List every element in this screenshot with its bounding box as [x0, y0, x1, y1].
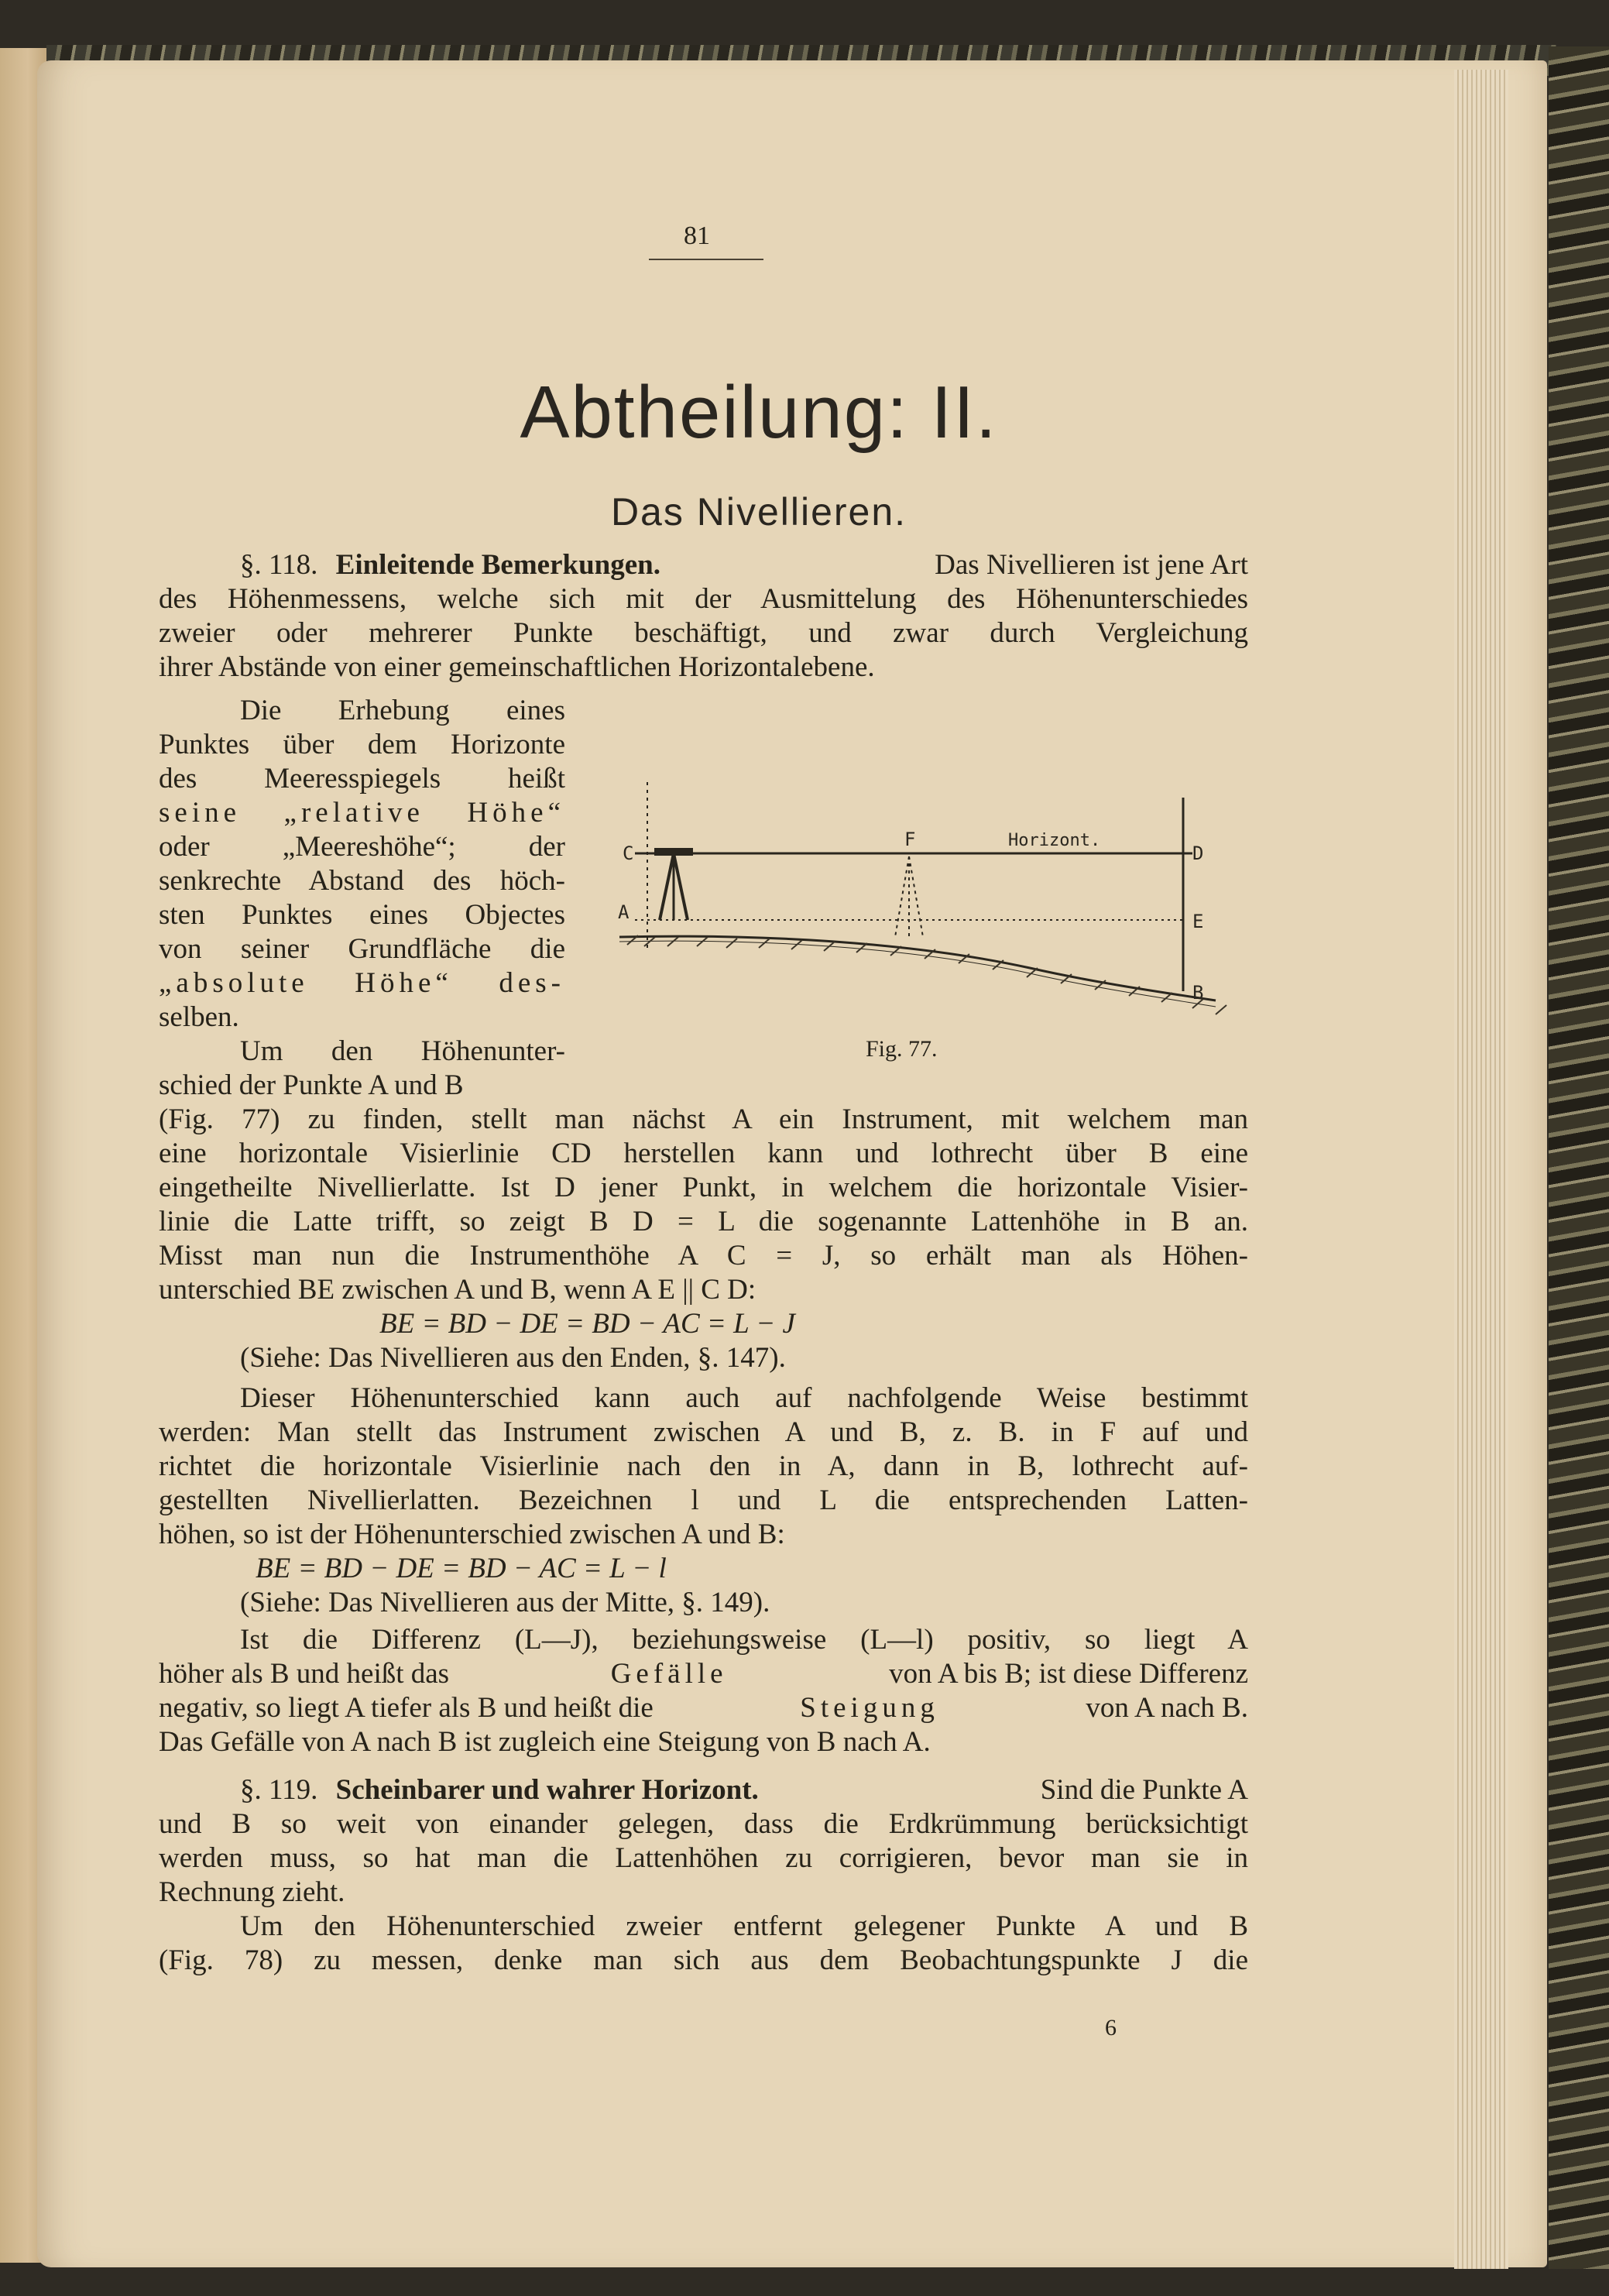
col-line-8: von seiner Grundfläche die	[159, 933, 565, 965]
col-line-5: oder „Meereshöhe“; der	[159, 831, 565, 863]
col-line-6: senkrechte Abstand des höch-	[159, 865, 565, 897]
page-number: 81	[684, 221, 710, 250]
reference-1: (Siehe: Das Nivellieren aus den Enden, §. 147).	[240, 1342, 786, 1374]
body1-line-2: eine horizontale Visierlinie CD herstellen kann und lothrecht über B eine	[159, 1138, 1248, 1169]
sec119-number: §. 119.	[240, 1774, 318, 1806]
sec118-line-1-rest: Das Nivellieren ist jene Art	[935, 549, 1248, 581]
reference-2: (Siehe: Das Nivellieren aus der Mitte, §. 149).	[240, 1587, 770, 1618]
label-d: D	[1192, 843, 1204, 864]
term-gefaelle: Gefälle	[610, 1658, 728, 1690]
term-steigung: Steigung	[800, 1692, 939, 1724]
sec119-title: Scheinbarer und wahrer Horizont.	[335, 1774, 759, 1806]
col-line-3: des Meeresspiegels heißt	[159, 763, 565, 795]
body1-line-5: Misst man nun die Instrumenthöhe A C = J, so erhält man als Höhen-	[159, 1240, 1248, 1272]
body3-line-1: Ist die Differenz (L—J), beziehungsweise (L—l) positiv, so liegt A	[240, 1624, 1248, 1656]
col-line-9: „absolute Höhe“ des-	[159, 967, 565, 999]
para-119-line-1	[240, 1773, 759, 1807]
body3-line-3-a: negativ, so liegt A tiefer als B und heißt die	[159, 1692, 654, 1724]
sec119-line-5: Um den Höhenunterschied zweier entfernt gelegener Punkte A und B	[240, 1910, 1248, 1942]
body1-line-1: (Fig. 77) zu finden, stellt man nächst A ein Instrument, mit welchem man	[159, 1103, 1248, 1135]
label-horizont: Horizont.	[1008, 831, 1101, 850]
label-e: E	[1192, 911, 1204, 932]
body1-line-4: linie die Latte trifft, so zeigt B D = L die sogenannte Lattenhöhe in B an.	[159, 1206, 1248, 1237]
body3-line-3-b: von A nach B.	[1086, 1692, 1248, 1724]
sec118-number: §. 118.	[240, 549, 318, 581]
cover-marbling-right	[1549, 46, 1609, 2269]
sec119-line-4: Rechnung zieht.	[159, 1876, 345, 1908]
body3-line-4: Das Gefälle von A nach B ist zugleich eine Steigung von B nach A.	[159, 1726, 931, 1758]
body2-line-1: Dieser Höhenunterschied kann auch auf nachfolgende Weise bestimmt	[240, 1382, 1248, 1414]
col-line-1: Die Erhebung eines	[240, 695, 565, 726]
col-line-2: Punktes über dem Horizonte	[159, 729, 565, 760]
sec118-line-2: des Höhenmessens, welche sich mit der Ausmittelung des Höhenunterschiedes	[159, 583, 1248, 615]
figure-77-leveling-diagram	[596, 782, 1254, 1038]
body3-line-2-a: höher als B und heißt das	[159, 1658, 450, 1690]
body2-line-5: höhen, so ist der Höhenunterschied zwischen A und B:	[159, 1519, 785, 1550]
sec119-line-1-rest: Sind die Punkte A	[1040, 1774, 1248, 1806]
sec119-line-6: (Fig. 78) zu messen, denke man sich aus dem Beobachtungspunkte J die	[159, 1944, 1248, 1976]
col-line-10: selben.	[159, 1001, 239, 1033]
sec119-line-2: und B so weit von einander gelegen, dass die Erdkrümmung berücksichtigt	[159, 1808, 1248, 1840]
label-a: A	[618, 901, 630, 923]
equation-1: BE = BD − DE = BD − AC = L − J	[379, 1308, 795, 1340]
col-line-4: seine „relative Höhe“	[159, 797, 565, 829]
body3-line-2-b: von A bis B; ist diese Differenz	[889, 1658, 1248, 1690]
body2-line-3: richtet die horizontale Visierlinie nach den in A, dann in B, lothrecht auf-	[159, 1450, 1248, 1482]
equation-2: BE = BD − DE = BD − AC = L − l	[256, 1553, 667, 1584]
body1-line-6: unterschied BE zwischen A und B, wenn A E || C D:	[159, 1274, 756, 1306]
sec119-line-3: werden muss, so hat man die Lattenhöhen zu corrigieren, bevor man sie in	[159, 1842, 1248, 1874]
header-rule	[649, 259, 763, 260]
body1-line-3: eingetheilte Nivellierlatte. Ist D jener Punkt, in welchem die horizontale Visier-	[159, 1172, 1248, 1203]
col-line-7: sten Punktes eines Objectes	[159, 899, 565, 931]
section-subheading: Das Nivellieren.	[610, 490, 907, 534]
label-f: F	[904, 829, 916, 850]
sec118-line-3: zweier oder mehrerer Punkte beschäftigt, und zwar durch Vergleichung	[159, 617, 1248, 649]
label-b: B	[1192, 982, 1204, 1004]
figure-caption: Fig. 77.	[866, 1036, 938, 1062]
para-118-line-1	[240, 548, 660, 582]
body2-line-4: gestellten Nivellierlatten. Bezeichnen l und L die entsprechenden Latten-	[159, 1484, 1248, 1516]
sec118-title: Einleitende Bemerkungen.	[335, 549, 660, 581]
col-line-12: schied der Punkte A und B	[159, 1069, 464, 1101]
signature-number: 6	[1105, 2015, 1117, 2040]
body2-line-2: werden: Man stellt das Instrument zwischen A und B, z. B. in F auf und	[159, 1416, 1248, 1448]
body3-line-2	[159, 1657, 1248, 1691]
label-c: C	[623, 843, 634, 864]
sec118-line-4: ihrer Abstände von einer gemeinschaftlichen Horizontalebene.	[159, 651, 875, 683]
col-line-11: Um den Höhenunter-	[240, 1035, 565, 1067]
body3-line-3	[159, 1691, 1248, 1725]
section-heading: Abtheilung: II.	[520, 371, 998, 454]
